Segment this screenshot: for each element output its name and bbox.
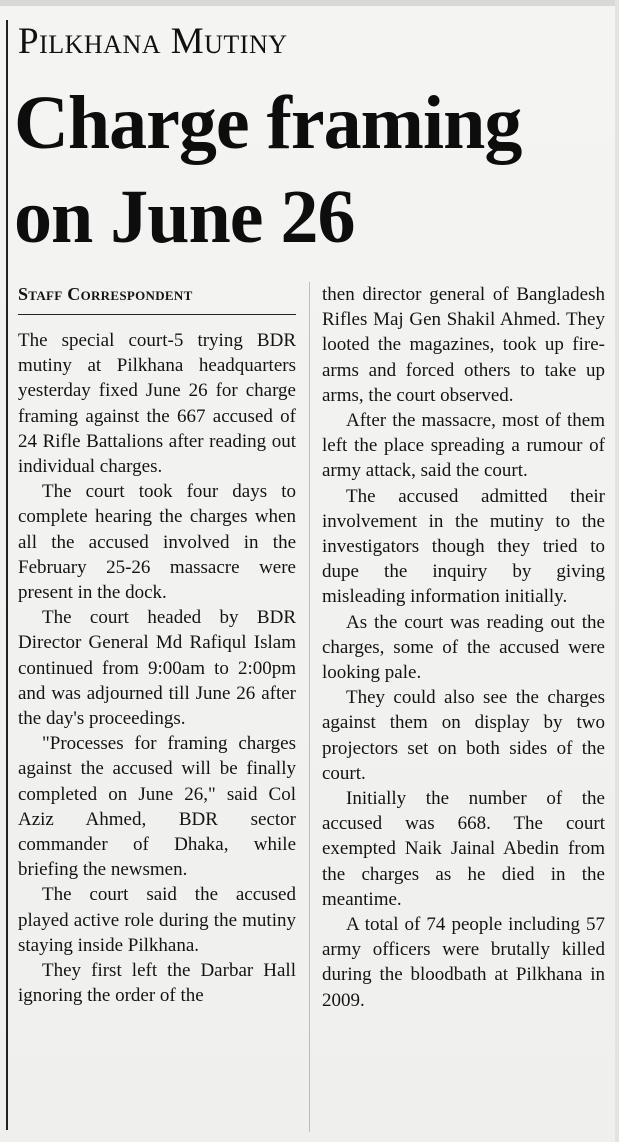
headline xyxy=(14,76,614,264)
byline: Staff Correspondent xyxy=(18,282,296,315)
paragraph: As the court was reading out the charges, some of the accused were looking pale. xyxy=(322,611,605,684)
paragraph: The court headed by BDR Director General Md Rafiqul Islam continued from 9:00am to 2:00pm and was adjourned till June 26 after the day's proceedings. xyxy=(18,607,296,730)
paragraph: They first left the Darbar Hall ignoring the order of the xyxy=(18,960,296,1007)
paragraph: Initially the number of the accused was 668. The court exempted Naik Jainal Abedin from the charges as he died in the meantime. xyxy=(322,788,605,910)
paragraph: The court said the accused played active role during the mutiny staying inside Pilkhana. xyxy=(18,884,296,956)
left-column xyxy=(18,282,296,1008)
paragraph: "Processes for framing charges against the accused will be finally completed on June 26," said Col Aziz Ahmed, BDR sector commander of Dhaka, while briefing the newsmen. xyxy=(18,733,296,881)
paragraph-continued: then director general of Bangladesh Rifles Maj Gen Shakil Ahmed. They looted the magazines, took up fire-arms and forced others to take up arms, the court observed. xyxy=(322,284,605,406)
left-rule xyxy=(6,20,8,1130)
right-column xyxy=(322,282,605,1013)
paragraph: They could also see the charges against them on display by two projectors set on both sides of the court. xyxy=(322,687,605,784)
paragraph: The accused admitted their involvement in the mutiny to the investigators though they tried to dupe the inquiry by giving misleading information initially. xyxy=(322,485,605,608)
headline-line-2: on June 26 xyxy=(14,175,355,259)
column-divider xyxy=(309,282,310,1132)
paragraph: The special court-5 trying BDR mutiny at Pilkhana headquarters yesterday fixed June 26 for charge framing against the 667 accused of 24 Rifle Battalions after reading out individual charges. xyxy=(18,330,296,478)
top-border xyxy=(0,0,619,6)
paragraph: A total of 74 people including 57 army officers were brutally killed during the bloodbath at Pilkhana in 2009. xyxy=(322,914,605,1011)
headline-line-1: Charge framing xyxy=(14,81,522,165)
right-edge xyxy=(615,0,619,1142)
kicker: Pilkhana Mutiny xyxy=(18,21,288,62)
paragraph: After the massacre, most of them left the place spreading a rumour of army attack, said the court. xyxy=(322,410,605,482)
paragraph: The court took four days to complete hearing the charges when all the accused involved in the February 25-26 massacre were present in the dock. xyxy=(18,481,296,604)
